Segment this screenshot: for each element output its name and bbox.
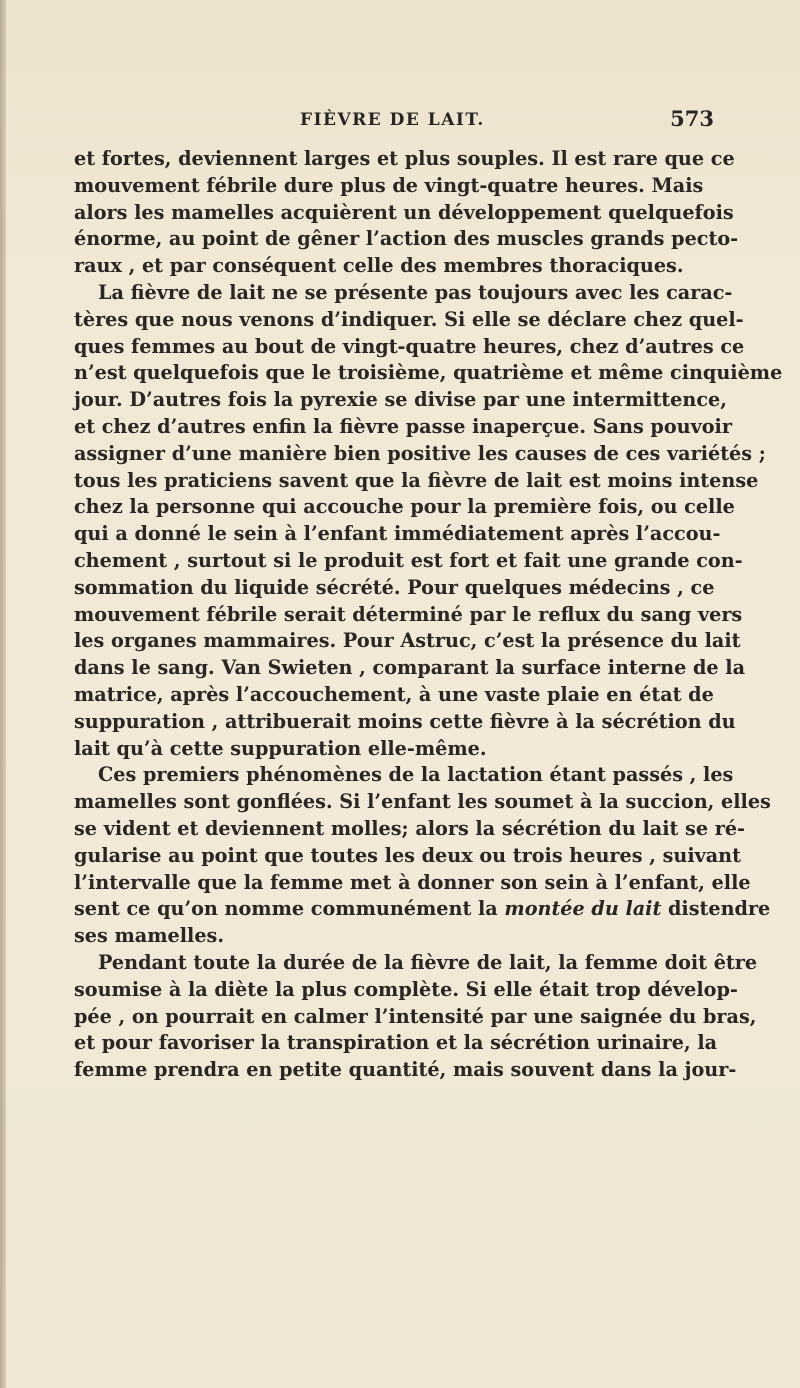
page-number: 573 — [670, 106, 714, 131]
text-line: suppuration , attribuerait moins cette fièvre à la sécrétion du — [74, 709, 736, 733]
text-line: mouvement fébrile dure plus de vingt-quatre heures. Mais — [74, 173, 704, 197]
text-line: dans le sang. Van Swieten , comparant la surface interne de la — [74, 656, 746, 680]
text-line: et chez d’autres enfin la fièvre passe inaperçue. Sans pouvoir — [74, 414, 732, 438]
text-line: soumise à la diète la plus complète. Si elle était trop dévelop- — [74, 977, 738, 1001]
running-title: FIÈVRE DE LAIT. — [300, 110, 485, 130]
body-text — [74, 146, 783, 1084]
text-line: chement , surtout si le produit est fort et fait une grande con- — [74, 548, 743, 572]
text-line-with-italic — [74, 896, 771, 923]
text-line: mouvement fébrile serait déterminé par le reflux du sang vers — [74, 602, 743, 626]
text-line: énorme, au point de gêner l’action des muscles grands pecto- — [74, 227, 739, 251]
text-line: sommation du liquide sécrété. Pour quelques médecins , ce — [74, 575, 715, 599]
text-line: chez la personne qui accouche pour la première fois, ou celle — [74, 495, 735, 519]
text-line: lait qu’à cette suppuration elle-même. — [74, 736, 487, 760]
text-line: matrice, après l’accouchement, à une vaste plaie en état de — [74, 682, 714, 706]
text-segment: sent ce qu’on nomme communément la — [74, 897, 505, 921]
text-line: gularise au point que toutes les deux ou trois heures , suivant — [74, 843, 741, 867]
text-line: jour. D’autres fois la pyrexie se divise par une intermittence, — [74, 388, 727, 412]
text-segment: distendre — [661, 897, 771, 921]
text-line: Ces premiers phénomènes de la lactation étant passés , les — [98, 763, 734, 787]
text-line: qui a donné le sein à l’enfant immédiatement après l’accou- — [74, 522, 721, 546]
text-line: se vident et deviennent molles; alors la sécrétion du lait se ré- — [74, 816, 745, 840]
text-line: les organes mammaires. Pour Astruc, c’est la présence du lait — [74, 629, 741, 653]
page-edge-shadow — [0, 0, 6, 1388]
text-line: tères que nous venons d’indiquer. Si elle se déclare chez quel- — [74, 307, 744, 331]
text-line: mamelles sont gonflées. Si l’enfant les soumet à la succion, elles — [74, 790, 771, 814]
text-line: pée , on pourrait en calmer l’intensité par une saignée du bras, — [74, 1004, 757, 1028]
text-line: l’intervalle que la femme met à donner son sein à l’enfant, elle — [74, 870, 751, 894]
text-line: assigner d’une manière bien positive les causes de ces variétés ; — [74, 441, 766, 465]
page-header — [70, 106, 714, 136]
text-line: Pendant toute la durée de la fièvre de lait, la femme doit être — [98, 950, 758, 974]
text-line: et pour favoriser la transpiration et la sécrétion urinaire, la — [74, 1031, 718, 1055]
text-line: femme prendra en petite quantité, mais souvent dans la jour- — [74, 1058, 737, 1082]
text-line: tous les praticiens savent que la fièvre de lait est moins intense — [74, 468, 759, 492]
text-line: ses mamelles. — [74, 924, 225, 948]
text-line: n’est quelquefois que le troisième, quatrième et même cinquième — [74, 361, 783, 385]
text-line: et fortes, deviennent larges et plus souples. Il est rare que ce — [74, 147, 735, 170]
italic-phrase: montée du lait — [504, 897, 662, 921]
text-line: alors les mamelles acquièrent un développement quelquefois — [74, 200, 734, 224]
text-line: La fièvre de lait ne se présente pas toujours avec les carac- — [98, 280, 733, 304]
text-line: raux , et par conséquent celle des membres thoraciques. — [74, 254, 684, 278]
text-line: ques femmes au bout de vingt-quatre heures, chez d’autres ce — [74, 334, 745, 358]
